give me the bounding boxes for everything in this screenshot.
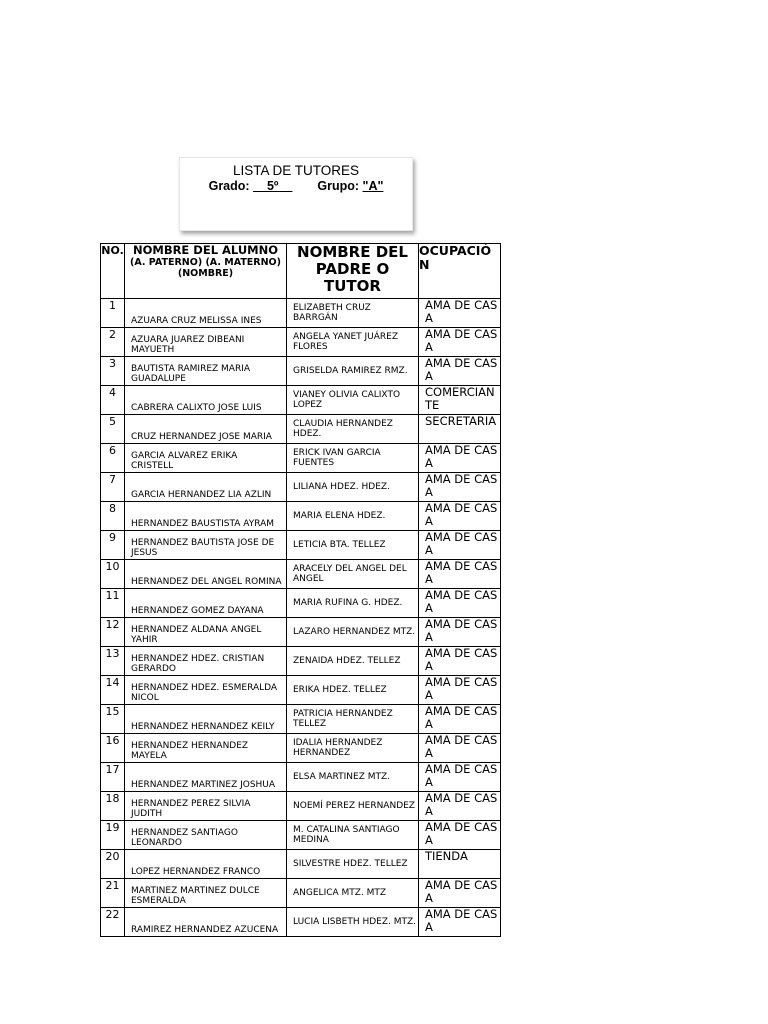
row-number: 4 (101, 386, 125, 415)
grupo-value: "A" (362, 179, 384, 193)
student-cell (125, 299, 287, 328)
row-number: 2 (101, 328, 125, 357)
row-number: 20 (101, 850, 125, 879)
occupation: AMA DE CASA (419, 908, 501, 937)
table-row (101, 618, 501, 647)
row-number: 17 (101, 763, 125, 792)
occupation: AMA DE CASA (419, 357, 501, 386)
tutor-name: PATRICIA HERNANDEZ TELLEZ (287, 705, 419, 734)
table-row (101, 444, 501, 473)
tutor-name: LUCIA LISBETH HDEZ. MTZ. (287, 908, 419, 937)
row-number: 9 (101, 531, 125, 560)
table-row (101, 589, 501, 618)
student-cell (125, 879, 287, 908)
student-cell (125, 502, 287, 531)
table-row (101, 357, 501, 386)
grupo-label: Grupo: (317, 179, 360, 193)
tutor-name: NOEMÍ PEREZ HERNANDEZ (287, 792, 419, 821)
student-name: HERNANDEZ HERNANDEZ KEILY (131, 722, 275, 732)
occupation: AMA DE CASA (419, 502, 501, 531)
table-body (101, 299, 501, 937)
row-number: 16 (101, 734, 125, 763)
student-name: GARCIA ALVAREZ ERIKA CRISTELL (131, 451, 238, 471)
header-padre: NOMBRE DEL PADRE O TUTOR (287, 244, 419, 299)
student-name: HERNANDEZ PEREZ SILVIA JUDITH (131, 799, 251, 819)
tutor-name: ERICK IVAN GARCIA FUENTES (287, 444, 419, 473)
student-name: GARCIA HERNANDEZ LIA AZLIN (131, 490, 272, 500)
student-name: LOPEZ HERNANDEZ FRANCO (131, 867, 261, 877)
tutor-name: MARIA RUFINA G. HDEZ. (287, 589, 419, 618)
student-name: HERNANDEZ HERNANDEZ MAYELA (131, 741, 249, 761)
table-row (101, 415, 501, 444)
student-cell (125, 908, 287, 937)
student-cell (125, 647, 287, 676)
table-row (101, 473, 501, 502)
tutor-name: IDALIA HERNANDEZ HERNANDEZ (287, 734, 419, 763)
student-cell (125, 444, 287, 473)
student-cell (125, 821, 287, 850)
table-row (101, 879, 501, 908)
tutor-name: LAZARO HERNANDEZ MTZ. (287, 618, 419, 647)
occupation: AMA DE CASA (419, 647, 501, 676)
row-number: 18 (101, 792, 125, 821)
row-number: 22 (101, 908, 125, 937)
student-name: HERNANDEZ BAUSTISTA AYRAM (131, 519, 275, 529)
table-row (101, 792, 501, 821)
student-cell (125, 792, 287, 821)
tutor-name: VIANEY OLIVIA CALIXTO LOPEZ (287, 386, 419, 415)
student-name: HERNANDEZ BAUTISTA JOSE DE JESUS (131, 538, 275, 558)
table-row (101, 676, 501, 705)
tutor-name: LETICIA BTA. TELLEZ (287, 531, 419, 560)
table-row (101, 386, 501, 415)
student-cell (125, 328, 287, 357)
tutor-name: ELIZABETH CRUZ BARRGÁN (287, 299, 419, 328)
table-row (101, 502, 501, 531)
student-cell (125, 560, 287, 589)
occupation: AMA DE CASA (419, 444, 501, 473)
row-number: 15 (101, 705, 125, 734)
occupation: AMA DE CASA (419, 821, 501, 850)
student-cell (125, 357, 287, 386)
student-name: HERNANDEZ HDEZ. ESMERALDA NICOL (131, 683, 278, 703)
occupation: TIENDA (419, 850, 501, 879)
row-number: 6 (101, 444, 125, 473)
tutor-name: CLAUDIA HERNANDEZ HDEZ. (287, 415, 419, 444)
student-cell (125, 850, 287, 879)
title-box (179, 157, 413, 231)
table-row (101, 560, 501, 589)
row-number: 13 (101, 647, 125, 676)
student-cell (125, 676, 287, 705)
occupation: AMA DE CASA (419, 734, 501, 763)
student-name: RAMIREZ HERNANDEZ AZUCENA (131, 925, 279, 935)
row-number: 19 (101, 821, 125, 850)
row-number: 14 (101, 676, 125, 705)
occupation: AMA DE CASA (419, 792, 501, 821)
row-number: 1 (101, 299, 125, 328)
tutors-table (100, 243, 501, 937)
student-name: HERNANDEZ SANTIAGO LEONARDO (131, 828, 238, 848)
student-name: CABRERA CALIXTO JOSE LUIS (131, 403, 262, 413)
page-title: LISTA DE TUTORES (232, 163, 360, 178)
student-name: AZUARA CRUZ MELISSA INES (131, 316, 262, 326)
student-name: HERNANDEZ MARTINEZ JOSHUA (131, 780, 276, 790)
student-cell (125, 618, 287, 647)
header-ocupacion: OCUPACIÓN (419, 244, 501, 299)
header-alumno-line1: NOMBRE DEL ALUMNO (132, 243, 279, 257)
occupation: AMA DE CASA (419, 560, 501, 589)
header-alumno-line2: (A. PATERNO) (A. MATERNO) (130, 257, 281, 268)
student-cell (125, 531, 287, 560)
occupation: AMA DE CASA (419, 473, 501, 502)
occupation: AMA DE CASA (419, 676, 501, 705)
row-number: 7 (101, 473, 125, 502)
header-alumno (125, 244, 287, 299)
tutor-name: ERIKA HDEZ. TELLEZ (287, 676, 419, 705)
student-name: MARTINEZ MARTINEZ DULCE ESMERALDA (131, 886, 260, 906)
row-number: 8 (101, 502, 125, 531)
table-row (101, 647, 501, 676)
table-row (101, 705, 501, 734)
tutor-name: GRISELDA RAMIREZ RMZ. (287, 357, 419, 386)
table-row (101, 850, 501, 879)
table-row (101, 328, 501, 357)
occupation: AMA DE CASA (419, 299, 501, 328)
row-number: 11 (101, 589, 125, 618)
row-number: 10 (101, 560, 125, 589)
occupation: AMA DE CASA (419, 328, 501, 357)
row-number: 21 (101, 879, 125, 908)
table-header-row (101, 244, 501, 299)
row-number: 5 (101, 415, 125, 444)
tutor-name: ZENAIDA HDEZ. TELLEZ (287, 647, 419, 676)
student-cell (125, 473, 287, 502)
student-name: HERNANDEZ GOMEZ DAYANA (131, 606, 264, 616)
student-name: CRUZ HERNANDEZ JOSE MARIA (131, 432, 272, 442)
occupation: AMA DE CASA (419, 879, 501, 908)
tutor-name: MARIA ELENA HDEZ. (287, 502, 419, 531)
occupation: AMA DE CASA (419, 763, 501, 792)
student-name: BAUTISTA RAMIREZ MARIA GUADALUPE (131, 364, 251, 384)
grado-label: Grado: (208, 179, 250, 193)
tutor-name: ARACELY DEL ANGEL DEL ANGEL (287, 560, 419, 589)
student-name: HERNANDEZ DEL ANGEL ROMINA (131, 577, 282, 587)
student-cell (125, 705, 287, 734)
table-row (101, 531, 501, 560)
table-row (101, 763, 501, 792)
tutor-name: M. CATALINA SANTIAGO MEDINA (287, 821, 419, 850)
table-row (101, 821, 501, 850)
table-row (101, 299, 501, 328)
grade-group-line (180, 179, 412, 194)
table-row (101, 734, 501, 763)
student-cell (125, 734, 287, 763)
tutor-name: LILIANA HDEZ. HDEZ. (287, 473, 419, 502)
student-cell (125, 763, 287, 792)
occupation: AMA DE CASA (419, 618, 501, 647)
student-cell (125, 589, 287, 618)
tutor-name: ANGELICA MTZ. MTZ (287, 879, 419, 908)
header-no: NO. (101, 244, 125, 299)
occupation: AMA DE CASA (419, 705, 501, 734)
student-name: HERNANDEZ HDEZ. CRISTIAN GERARDO (131, 654, 265, 674)
row-number: 12 (101, 618, 125, 647)
tutor-name: ELSA MARTINEZ MTZ. (287, 763, 419, 792)
grado-value: __5º__ (253, 179, 293, 193)
tutor-name: SILVESTRE HDEZ. TELLEZ (287, 850, 419, 879)
tutor-name: ANGELA YANET JUÁREZ FLORES (287, 328, 419, 357)
occupation: AMA DE CASA (419, 589, 501, 618)
student-cell (125, 415, 287, 444)
table-row (101, 908, 501, 937)
row-number: 3 (101, 357, 125, 386)
occupation: AMA DE CASA (419, 531, 501, 560)
student-name: AZUARA JUAREZ DIBEANI MAYUETH (131, 335, 245, 355)
occupation: COMERCIANTE (419, 386, 501, 415)
header-alumno-line3: (NOMBRE) (177, 268, 234, 279)
student-name: HERNANDEZ ALDANA ANGEL YAHIR (131, 625, 262, 645)
occupation: SECRETARIA (419, 415, 501, 444)
student-cell (125, 386, 287, 415)
